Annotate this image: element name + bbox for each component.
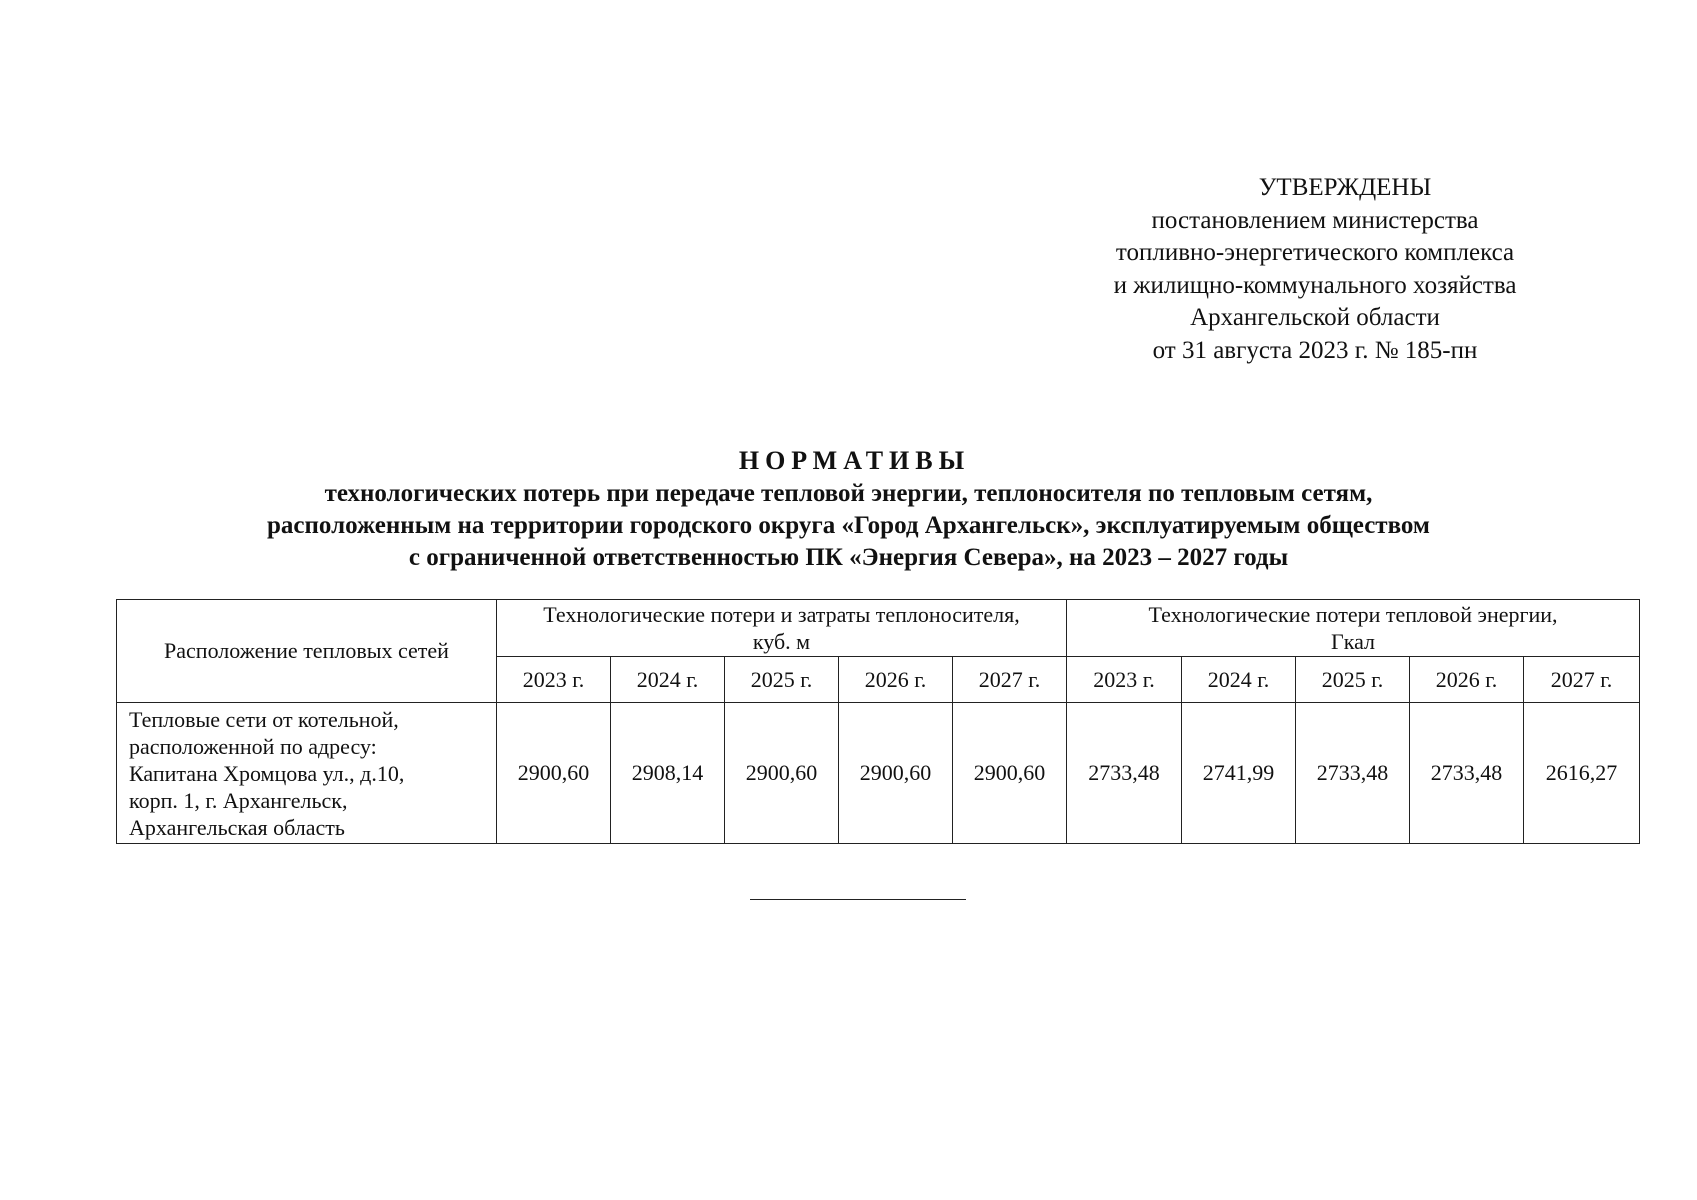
location-line: Архангельская область [129, 814, 345, 840]
document-subtitle-line: расположенным на территории городского округа «Город Архангельск», эксплуатируемым обществом [267, 512, 1430, 539]
location-column-header: Расположение тепловых сетей [117, 600, 497, 703]
norms-table [116, 599, 1640, 844]
document-subtitle-line: технологических потерь при передаче тепловой энергии, теплоносителя по тепловым сетям, [324, 480, 1373, 507]
location-line: корп. 1, г. Архангельск, [129, 787, 348, 813]
location-line: расположенной по адресу: [129, 733, 377, 759]
location-cell [117, 703, 497, 844]
year-header: 2026 г. [839, 657, 953, 703]
location-line: Тепловые сети от котельной, [129, 706, 399, 732]
heat-value-cell: 2733,48 [1410, 703, 1524, 844]
year-header: 2025 г. [1296, 657, 1410, 703]
coolant-losses-header [497, 600, 1067, 657]
coolant-value-cell: 2900,60 [953, 703, 1067, 844]
year-header: 2027 г. [1524, 657, 1640, 703]
table-header-row [117, 600, 1640, 657]
year-header: 2023 г. [1067, 657, 1182, 703]
approval-line: постановлением министерства [1151, 206, 1479, 234]
heat-value-cell: 2733,48 [1296, 703, 1410, 844]
heat-header-line1: Технологические потери тепловой энергии, [1148, 602, 1558, 627]
coolant-header-unit: куб. м [752, 629, 811, 654]
heat-value-cell: 2733,48 [1067, 703, 1182, 844]
approval-date-number: от 31 августа 2023 г. № 185-пн [1152, 336, 1478, 364]
heat-value-cell: 2741,99 [1182, 703, 1296, 844]
approval-line: топливно-энергетического комплекса [1115, 239, 1515, 266]
coolant-header-line1: Технологические потери и затраты теплоносителя, [543, 602, 1020, 627]
approval-line: и жилищно-коммунального хозяйства [1113, 271, 1517, 299]
year-header: 2024 г. [611, 657, 725, 703]
heat-value-cell: 2616,27 [1524, 703, 1640, 844]
year-header: 2025 г. [725, 657, 839, 703]
coolant-value-cell: 2908,14 [611, 703, 725, 844]
year-header: 2024 г. [1182, 657, 1296, 703]
end-divider-line [750, 899, 966, 900]
year-header: 2026 г. [1410, 657, 1524, 703]
heat-losses-header [1067, 600, 1640, 657]
coolant-value-cell: 2900,60 [497, 703, 611, 844]
table-row [117, 703, 1640, 844]
approval-block [1075, 172, 1555, 367]
heat-header-unit: Гкал [1331, 629, 1376, 654]
coolant-value-cell: 2900,60 [725, 703, 839, 844]
year-header: 2023 г. [497, 657, 611, 703]
document-subtitle-line: с ограниченной ответственностью ПК «Энергия Севера», на 2023 – 2027 годы [408, 544, 1289, 571]
year-header: 2027 г. [953, 657, 1067, 703]
approval-title: УТВЕРЖДЕНЫ [1258, 174, 1432, 201]
coolant-value-cell: 2900,60 [839, 703, 953, 844]
location-line: Капитана Хромцова ул., д.10, [129, 760, 405, 786]
document-title: НОРМАТИВЫ [738, 446, 971, 475]
document-title-block [0, 444, 1697, 574]
approval-line: Архангельской области [1190, 304, 1440, 331]
